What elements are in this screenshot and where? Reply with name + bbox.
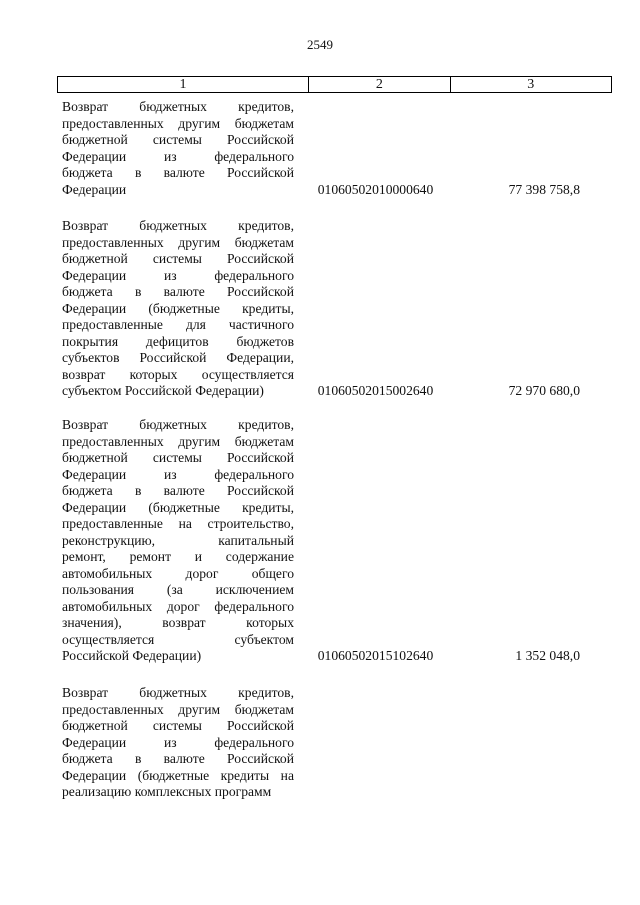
row-amount: 72 970 680,0 (508, 383, 580, 398)
description-line: Федерации (бюджетные кредиты, (62, 499, 294, 515)
description-line: предоставленные для частичного (62, 317, 294, 332)
description-line: бюджета в валюте Российской (62, 284, 294, 299)
description-line: Федерации (бюджетные кредиты, (62, 300, 294, 316)
description-line: Федерации из федерального (62, 734, 294, 750)
row-code: 01060502010000640 (317, 181, 434, 197)
column-header-3: 3 (450, 77, 611, 93)
description-line: пользования (за исключением (62, 582, 294, 597)
description-line: Возврат бюджетных кредитов, (62, 99, 294, 114)
description-line: Федерации (62, 181, 127, 197)
description-line: бюджета в валюте Российской (62, 165, 294, 180)
column-header-table (57, 76, 612, 93)
description-line: предоставленных другим бюджетам (62, 433, 294, 449)
description-line: Федерации из федерального (62, 148, 294, 164)
row-code: 01060502015102640 (317, 648, 434, 663)
description-line: реализацию комплексных программ (62, 784, 272, 799)
description-line: Возврат бюджетных кредитов, (62, 218, 294, 233)
description-line: субъектов Российской Федерации, (62, 350, 294, 365)
description-line: Российской Федерации) (62, 648, 202, 663)
description-line: значения), возврат которых (62, 615, 294, 630)
column-header-1: 1 (58, 77, 309, 93)
description-line: предоставленных другим бюджетам (62, 701, 294, 717)
row-amount: 1 352 048,0 (515, 648, 580, 663)
page-number: 2549 (307, 37, 333, 52)
description-line: предоставленные на строительство, (62, 516, 294, 531)
description-line: реконструкцию, капитальный (62, 532, 294, 548)
row-description (62, 218, 294, 400)
description-line: Федерации из федерального (62, 267, 294, 283)
row-amount: 77 398 758,8 (508, 181, 580, 197)
row-code: 01060502015002640 (317, 383, 434, 398)
description-line: осуществляется субъектом (62, 631, 294, 647)
description-line: предоставленных другим бюджетам (62, 115, 294, 131)
description-line: бюджетной системы Российской (62, 251, 294, 266)
column-header-2: 2 (309, 77, 450, 93)
description-line: Возврат бюджетных кредитов, (62, 417, 294, 432)
description-line: ремонт, ремонт и содержание (62, 549, 294, 564)
description-line: Возврат бюджетных кредитов, (62, 685, 294, 700)
description-line: бюджетной системы Российской (62, 132, 294, 147)
description-line: автомобильных дорог федерального (62, 598, 294, 614)
description-line: бюджетной системы Российской (62, 718, 294, 733)
description-line: предоставленных другим бюджетам (62, 234, 294, 250)
row-description (62, 417, 294, 665)
description-line: бюджета в валюте Российской (62, 751, 294, 766)
row-description (62, 685, 294, 801)
description-line: автомобильных дорог общего (62, 565, 294, 581)
description-line: возврат которых осуществляется (62, 366, 294, 382)
description-line: Федерации из федерального (62, 466, 294, 482)
description-line: бюджета в валюте Российской (62, 483, 294, 498)
description-line: Федерации (бюджетные кредиты на (62, 767, 294, 783)
description-line: субъектом Российской Федерации) (62, 383, 264, 398)
row-description (62, 99, 294, 198)
description-line: покрытия дефицитов бюджетов (62, 333, 294, 349)
description-line: бюджетной системы Российской (62, 450, 294, 465)
